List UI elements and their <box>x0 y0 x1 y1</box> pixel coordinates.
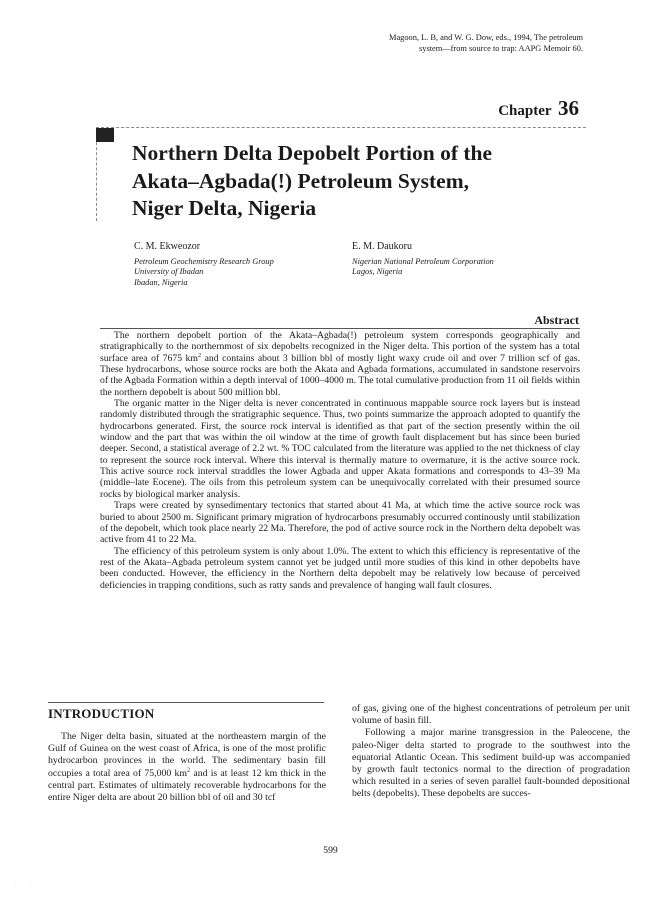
title-line-2: Akata–Agbada(!) Petroleum System, <box>132 168 469 193</box>
author-1-name: C. M. Ekweozor <box>134 241 201 252</box>
abstract-paragraph-4: The efficiency of this petroleum system is only about 1.0%. The extent to which this efficiency is representative of the rest of the Akata–Agbada petroleum system cannot yet be judged until more studies of this kind in other depobelts have been conducted. However, the efficiency in the Northern delta depobelt may be relatively low because of perceived deficiencies in trapping conditions, such as ratty sands and prevalence of hanging wall fault closures. <box>100 545 580 591</box>
abstract-paragraph-2: The organic matter in the Niger delta is never concentrated in continuous mappable source rock layers but is instead randomly distributed through the stratigraphic sequence. Thus, two points summarize the approach adopted to quantify the hydrocarbons generated. First, the source rock interval is identified as that part of the section presently within the oil window and the part that was within the oil window at the time of growth fault displacement but has since been buried deeper. Second, a statistical average of 2.2 wt. % TOC calculated from the literature was applied to the net thickness of clay to represent the source rock interval. Where this interval is thermally mature to overmature, it is the active source rock. This active source rock interval straddles the lower Agbada and upper Akata formations and corresponds to 43–39 Ma (middle–late Eocene). The oils from this petroleum system can be unequivocally correlated with their presumed source rocks by biological marker analysis. <box>100 398 580 500</box>
corner-mark <box>96 128 114 142</box>
author-2 <box>352 241 572 278</box>
chapter-label: Chapter <box>498 103 552 119</box>
author-2-aff-2: Lagos, Nigeria <box>352 267 403 276</box>
author-1-aff-1: Petroleum Geochemistry Research Group <box>134 256 274 266</box>
scan-specks: · · <box>14 883 38 889</box>
intro-p1-superscript: 2 <box>187 766 191 774</box>
chapter-number: 36 <box>558 96 579 120</box>
intro-p1-part-a: The Niger delta basin, situated at the northeastern margin of the Gulf of Guinea on the west coast of Africa, is one of the most prolific hydrocarbon provinces in the world. The sedimentary basin fill occupies a total area of 75,000 km <box>48 731 326 779</box>
title-rule-top <box>96 127 586 128</box>
abstract-paragraph-3: Traps were created by synsedimentary tectonics that started about 41 Ma, at which time the active source rock was buried to about 2500 m. Significant primary migration of hydrocarbons presumably occurred continously until stabilization of the depobelt, which took place nearly 22 Ma. Therefore, the pod of active source rock in the Northern delta depobelt was active from 41 to 22 Ma. <box>100 500 580 546</box>
introduction-paragraph-1-continued: of gas, giving one of the highest concentrations of petroleum per unit volume of basin fill. <box>352 703 630 727</box>
author-1-aff-3: Ibadan, Nigeria <box>134 277 188 287</box>
abstract-p1-superscript: 2 <box>197 351 202 359</box>
abstract-rule <box>100 328 580 329</box>
author-2-name: E. M. Daukoru <box>352 241 412 252</box>
title-line-3: Niger Delta, Nigeria <box>132 196 317 220</box>
paper-title <box>132 140 572 223</box>
abstract-p1-part-b: and contains about 3 billion bbl of mostly light waxy crude oil and over 7 trillion scf of gas. These hydrocarbons, whose source rocks are both the Akata and Agbada formations, accumulated in sandstone reservoirs of the Agbada Formation within a depth interval of 1000–4000 m. The total cumulative production from 11 oil fields within the northern depobelt is about 500 million bbl. <box>100 352 580 398</box>
citation <box>323 32 583 54</box>
introduction-left-column <box>48 731 326 804</box>
title-line-1: Northern Delta Depobelt Portion of the <box>132 141 493 165</box>
introduction-rule <box>48 702 324 703</box>
abstract-paragraph-1 <box>100 330 580 398</box>
introduction-paragraph-2: Following a major marine transgression in the Paleocene, the paleo-Niger delta started to prograde to the southwest into the equatorial Atlantic Ocean. This sediment build-up was accompanied by growth fault tectonics normal to the direction of progradation which resulted in a series of seven parallel fault-bounded depositional belts (depobelts). These depobelts are succes- <box>352 727 630 800</box>
introduction-paragraph-1 <box>48 731 326 804</box>
citation-line-1: Magoon, L. B, and W. G. Dow, eds., 1994, The petroleum <box>389 33 583 42</box>
abstract-body <box>100 330 580 591</box>
author-1-aff-2: University of Ibadan <box>134 267 204 276</box>
introduction-heading: INTRODUCTION <box>48 706 155 721</box>
chapter-heading <box>498 96 579 121</box>
abstract-p1-part-a: The northern depobelt portion of the Akata–Agbada(!) petroleum system corresponds geographically and stratigraphically to the northernmost of six depobelts recognized in the Niger delta. This portion of the system has a total surface area of 7675 km <box>100 330 580 364</box>
citation-line-2: system—from source to trap: AAPG Memoir 60. <box>419 44 583 53</box>
author-2-aff-1: Nigerian National Petroleum Corporation <box>352 256 494 266</box>
page-number: 599 <box>323 845 338 856</box>
abstract-heading: Abstract <box>534 313 579 327</box>
intro-p1-part-b: and is at least 12 km thick in the central part. Estimates of ultimately recoverable hydrocarbons for the entire Niger delta are about 20 billion bbl of oil and 30 tcf <box>48 767 326 804</box>
introduction-right-column <box>352 703 630 801</box>
author-1 <box>134 241 324 288</box>
